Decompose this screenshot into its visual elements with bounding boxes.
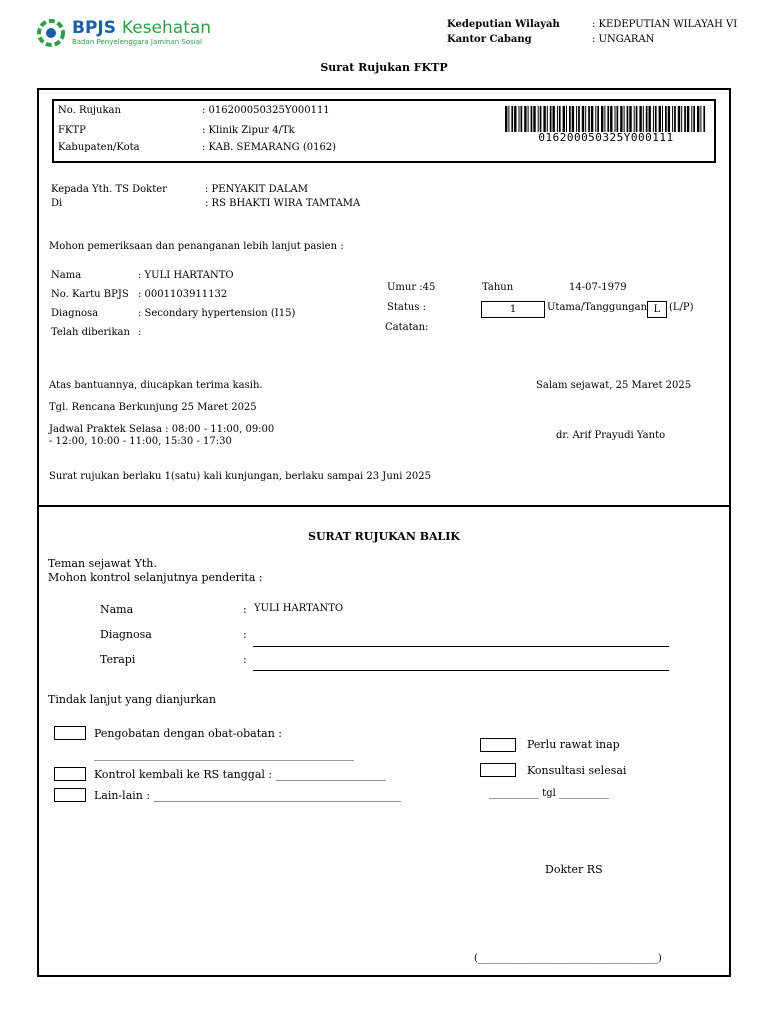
inpatient-label: Perlu rawat inap <box>527 738 620 751</box>
other-checkbox[interactable] <box>54 788 86 802</box>
status-label: Status : <box>387 302 426 313</box>
back-therapy-line[interactable] <box>253 670 669 671</box>
given-value: : <box>138 327 142 338</box>
signature-line: (____________________________________) <box>474 953 662 964</box>
patient-name-value: : YULI HARTANTO <box>138 270 234 281</box>
patient-name-label: Nama <box>51 270 82 281</box>
back-title: SURAT RUJUKAN BALIK <box>308 530 460 543</box>
medication-label: Pengobatan dengan obat-obatan : <box>94 727 282 740</box>
logo-subtitle: Badan Penyelenggara Jaminan Sosial <box>72 38 202 46</box>
ref-no-label: No. Rujukan <box>58 105 121 116</box>
control-checkbox[interactable] <box>54 767 86 781</box>
diagnosis-value: : Secondary hypertension (I15) <box>138 308 296 319</box>
sex-label: (L/P) <box>669 302 694 313</box>
card-value: : 0001103911132 <box>138 289 228 300</box>
consult-done-checkbox[interactable] <box>480 763 516 777</box>
sex-box: L <box>647 301 667 318</box>
card-label: No. Kartu BPJS <box>51 289 129 300</box>
back-diagnosis-line[interactable] <box>253 646 669 647</box>
back-name-label: Nama <box>100 603 134 616</box>
back-name-value: YULI HARTANTO <box>254 603 344 614</box>
city-label: Kabupaten/Kota <box>58 142 140 153</box>
branch-value: : UNGARAN <box>592 34 655 45</box>
bpjs-logo: BPJS Kesehatan Badan Penyelenggara Jaminan Sosial <box>36 16 196 50</box>
consult-done-label: Konsultasi selesai <box>527 764 627 777</box>
bpjs-logo-icon <box>36 18 66 48</box>
back-greeting-2: Mohon kontrol selanjutnya penderita : <box>48 571 263 584</box>
medication-line: ____________________________________________________ <box>94 750 354 761</box>
city-value: : KAB. SEMARANG (0162) <box>202 142 337 153</box>
to-doctor-value: : PENYAKIT DALAM <box>205 184 308 195</box>
referring-doctor: dr. Arif Prayudi Yanto <box>556 430 666 441</box>
back-greeting-1: Teman sejawat Yth. <box>48 557 157 570</box>
inpatient-checkbox[interactable] <box>480 738 516 752</box>
followup-label: Tindak lanjut yang dianjurkan <box>48 693 216 706</box>
branch-label: Kantor Cabang <box>447 34 532 45</box>
back-diagnosis-label: Diagnosa <box>100 628 152 641</box>
to-at-value: : RS BHAKTI WIRA TAMTAMA <box>205 198 361 209</box>
back-name-colon: : <box>243 603 247 616</box>
request-text: Mohon pemeriksaan dan penanganan lebih lanjut pasien : <box>49 241 344 252</box>
barcode-text: 016200050325Y000111 <box>538 131 674 144</box>
page-title: Surat Rujukan FKTP <box>320 61 448 74</box>
fktp-label: FKTP <box>58 125 86 136</box>
back-therapy-label: Terapi <box>100 653 136 666</box>
doctor-rs-label: Dokter RS <box>545 863 603 876</box>
validity-text: Surat rujukan berlaku 1(satu) kali kunjungan, berlaku sampai 23 Juni 2025 <box>49 471 432 482</box>
ref-no-value: : 016200050325Y000111 <box>202 105 330 116</box>
note-label: Catatan: <box>385 322 429 333</box>
year-label: Tahun <box>482 282 514 293</box>
status-type: Utama/Tanggungan <box>547 302 648 313</box>
visit-plan: Tgl. Rencana Berkunjung 25 Maret 2025 <box>49 402 257 413</box>
fktp-value: : Klinik Zipur 4/Tk <box>202 125 295 136</box>
control-label: Kontrol kembali ke RS tanggal : ____________________ <box>94 768 386 781</box>
to-at-label: Di <box>51 198 63 209</box>
other-label: Lain-lain : _____________________________________________ <box>94 789 402 802</box>
deputy-value: : KEDEPUTIAN WILAYAH VI <box>592 19 738 30</box>
dob-value: 14-07-1979 <box>569 282 627 293</box>
to-doctor-label: Kepada Yth. TS Dokter <box>51 184 167 195</box>
given-label: Telah diberikan <box>51 327 130 338</box>
age-text: Umur :45 <box>387 282 436 293</box>
status-box: 1 <box>481 301 545 318</box>
back-diagnosis-colon: : <box>243 628 247 641</box>
thanks-text: Atas bantuannya, diucapkan terima kasih. <box>49 380 263 391</box>
practice-schedule: Jadwal Praktek Selasa : 08:00 - 11:00, 09:00 - 12:00, 10:00 - 11:00, 15:30 - 17:30 <box>49 424 275 447</box>
barcode-image <box>505 106 707 132</box>
deputy-label: Kedeputian Wilayah <box>447 19 560 30</box>
back-therapy-colon: : <box>243 653 247 666</box>
diagnosis-label: Diagnosa <box>51 308 99 319</box>
date-line: __________ tgl __________ <box>489 788 609 799</box>
greeting-text: Salam sejawat, 25 Maret 2025 <box>536 380 692 391</box>
medication-checkbox[interactable] <box>54 726 86 740</box>
